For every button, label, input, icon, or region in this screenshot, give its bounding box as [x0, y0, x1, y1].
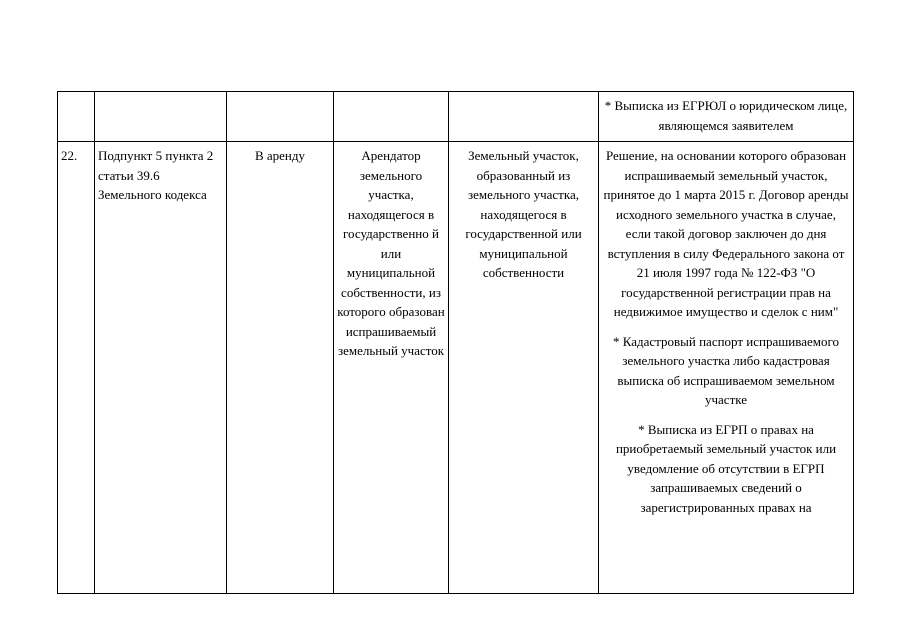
row-number-cell [58, 92, 95, 142]
right-type-cell: В аренду [227, 142, 334, 594]
services-table [57, 91, 854, 594]
table-row [58, 142, 854, 594]
land-plot-cell: Земельный участок, образованный из земельного участка, находящегося в государственной или муниципальной собственности [449, 142, 599, 594]
document-item: * Выписка из ЕГРП о правах на приобретаемый земельный участок или уведомление об отсутствии в ЕГРП запрашиваемых сведений о зарегистрированных правах на [615, 421, 837, 515]
legal-basis-cell [95, 92, 227, 142]
legal-basis-cell: Подпункт 5 пункта 2 статьи 39.6 Земельного кодекса [95, 142, 227, 594]
document-item: * Кадастровый паспорт испрашиваемого земельного участка либо кадастровая выписка об испрашиваемом земельном участке [613, 333, 839, 407]
documents-cell [599, 142, 854, 594]
document-item: Решение, на основании которого образован испрашиваемый земельный участок, принятое до 1 марта 2015 г. Договор аренды исходного земельного участка в случае, если такой договор заключен до дня вступления в силу Федерального закона от 21 июля 1997 года № 122-ФЗ "О государственной регистрации прав на недвижимое имущество и сделок с ним" [603, 148, 849, 319]
documents-cell [599, 92, 854, 142]
applicant-cell: Арендатор земельного участка, находящегося в государственно й или муниципальной собственности, из которого образован испрашиваемый земельный участок [334, 142, 449, 594]
table-row [58, 92, 854, 142]
document-item: * Выписка из ЕГРЮЛ о юридическом лице, являющемся заявителем [604, 98, 848, 133]
row-number-cell: 22. [58, 142, 95, 594]
applicant-cell [334, 92, 449, 142]
land-plot-cell [449, 92, 599, 142]
right-type-cell [227, 92, 334, 142]
